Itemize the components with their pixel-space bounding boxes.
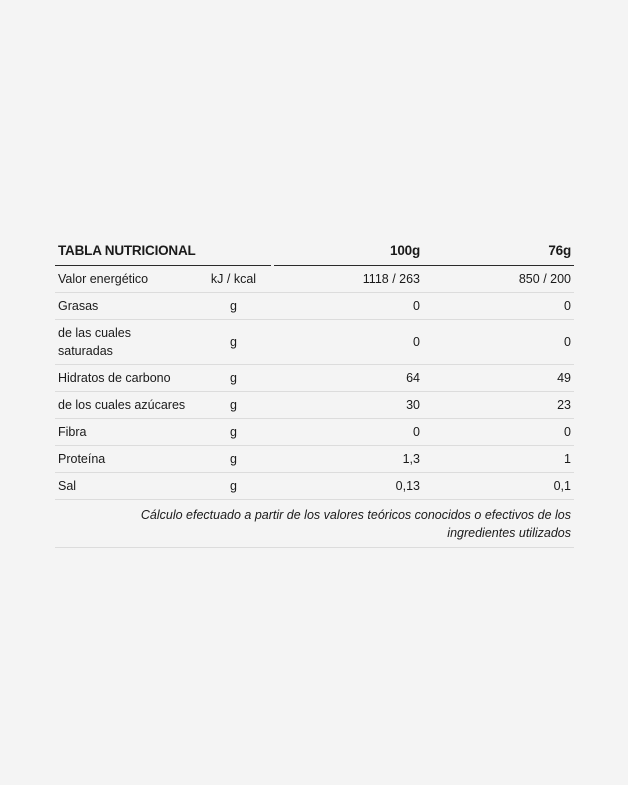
value-per-76g: 1 <box>420 446 574 473</box>
footnote: Cálculo efectuado a partir de los valores teóricos conocidos o efectivos de los ingredientes utilizados <box>55 500 574 548</box>
table-row <box>55 365 574 392</box>
table-row <box>55 392 574 419</box>
table-row <box>55 419 574 446</box>
value-per-100g: 1118 / 263 <box>272 266 420 293</box>
table-header-row <box>55 241 574 266</box>
nutrient-name: Proteína <box>55 446 195 473</box>
nutrient-unit: g <box>195 419 272 446</box>
nutrient-name: Grasas <box>55 293 195 320</box>
nutrient-name: Sal <box>55 473 195 500</box>
nutrient-unit: g <box>195 392 272 419</box>
nutrient-name: Valor energético <box>55 266 195 293</box>
value-per-100g: 0 <box>272 320 420 365</box>
table-row <box>55 320 574 365</box>
nutrient-name: Hidratos de carbono <box>55 365 195 392</box>
nutrient-unit: g <box>195 320 272 365</box>
table-row <box>55 473 574 500</box>
header-per-76g: 76g <box>420 241 574 266</box>
value-per-76g: 0,1 <box>420 473 574 500</box>
table-row <box>55 446 574 473</box>
value-per-76g: 0 <box>420 320 574 365</box>
value-per-76g: 850 / 200 <box>420 266 574 293</box>
value-per-100g: 0,13 <box>272 473 420 500</box>
nutrient-name: de los cuales azúcares <box>55 392 195 419</box>
value-per-76g: 23 <box>420 392 574 419</box>
value-per-100g: 64 <box>272 365 420 392</box>
nutrient-name: Fibra <box>55 419 195 446</box>
nutrient-unit: g <box>195 365 272 392</box>
nutrient-unit: kJ / kcal <box>195 266 272 293</box>
table-row <box>55 293 574 320</box>
nutrient-unit: g <box>195 473 272 500</box>
value-per-100g: 0 <box>272 419 420 446</box>
value-per-100g: 1,3 <box>272 446 420 473</box>
nutrition-panel <box>55 241 574 548</box>
table-title: TABLA NUTRICIONAL <box>55 241 272 266</box>
table-row <box>55 266 574 293</box>
value-per-100g: 30 <box>272 392 420 419</box>
nutrient-name: de las cuales saturadas <box>55 320 195 365</box>
value-per-76g: 0 <box>420 419 574 446</box>
value-per-76g: 49 <box>420 365 574 392</box>
nutrient-unit: g <box>195 293 272 320</box>
value-per-100g: 0 <box>272 293 420 320</box>
header-per-100g: 100g <box>272 241 420 266</box>
nutrient-unit: g <box>195 446 272 473</box>
nutrition-table <box>55 241 574 500</box>
value-per-76g: 0 <box>420 293 574 320</box>
